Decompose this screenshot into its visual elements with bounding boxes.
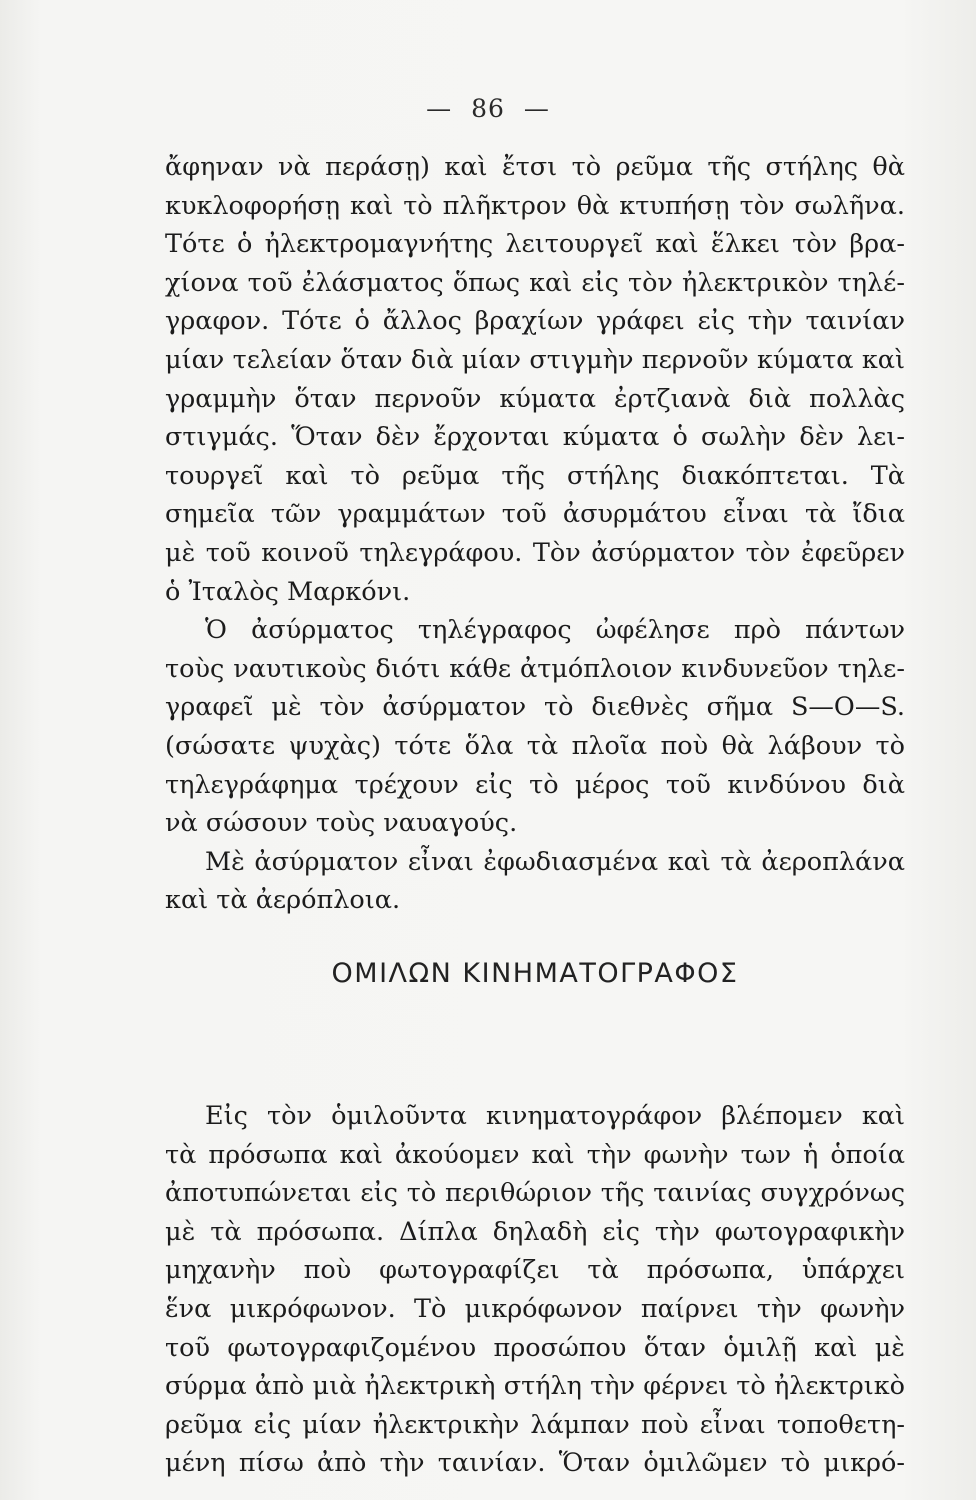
text-line: γραμμὴν ὅταν περνοῦν κύματα ἐρτζιανὰ διὰ πολλὰς bbox=[165, 383, 905, 414]
text-line: μὲ τὰ πρόσωπα. Δίπλα δηλαδὴ εἰς τὴν φωτογραφικὴν bbox=[165, 1216, 905, 1247]
dash-left: — bbox=[426, 94, 453, 123]
text-line: τοῦ φωτογραφιζομένου προσώπου ὅταν ὁμιλῇ καὶ μὲ bbox=[165, 1332, 905, 1363]
page-number: 86 bbox=[471, 94, 505, 123]
text-line: Μὲ ἀσύρματον εἶναι ἐφωδιασμένα καὶ τὰ ἀεροπλάνα bbox=[205, 846, 905, 877]
dash-right: — bbox=[523, 94, 550, 123]
text-line: χίονα τοῦ ἐλάσματος ὅπως καὶ εἰς τὸν ἠλεκτρικὸν τηλέ- bbox=[165, 267, 905, 298]
text-block-bottom bbox=[165, 1097, 905, 1483]
text-line: καὶ τὰ ἀερόπλοια. bbox=[165, 885, 401, 916]
text-line: Ὁ ἀσύρματος τηλέγραφος ὠφέλησε πρὸ πάντων bbox=[205, 615, 905, 646]
text-line: ἕνα μικρόφωνον. Τὸ μικρόφωνον παίρνει τὴν φωνὴν bbox=[165, 1293, 905, 1324]
text-line: σύρμα ἀπὸ μιὰ ἠλεκτρικὴ στήλη τὴν φέρνει τὸ ἠλεκτρικὸ bbox=[165, 1371, 905, 1402]
text-line: γραφον. Τότε ὁ ἄλλος βραχίων γράφει εἰς τὴν ταινίαν bbox=[165, 306, 905, 337]
text-line: ἄφηναν νὰ περάσῃ) καὶ ἔτσι τὸ ρεῦμα τῆς στήλης θὰ bbox=[165, 152, 905, 182]
section-heading: ΟΜΙΛΩΝ ΚΙΝΗΜΑΤΟΓΡΑΦΟΣ bbox=[331, 958, 739, 989]
text-line: τοὺς ναυτικοὺς διότι κάθε ἀτμόπλοιον κινδυνεῦον τηλε- bbox=[165, 653, 905, 684]
text-line: τηλεγράφημα τρέχουν εἰς τὸ μέρος τοῦ κινδύνου διὰ bbox=[165, 769, 905, 800]
text-line: μὲ τοῦ κοινοῦ τηλεγράφου. Τὸν ἀσύρματον τὸν ἐφεῦρεν bbox=[165, 537, 905, 568]
text-line: τουργεῖ καὶ τὸ ρεῦμα τῆς στήλης διακόπτεται. Τὰ bbox=[165, 460, 905, 491]
text-line: μένη πίσω ἀπὸ τὴν ταινίαν. Ὅταν ὁμιλῶμεν τὸ μικρό- bbox=[165, 1448, 905, 1479]
text-line: στιγμάς. Ὅταν δὲν ἔρχονται κύματα ὁ σωλὴν δὲν λει- bbox=[165, 422, 905, 453]
text-line: μίαν τελείαν ὅταν διὰ μίαν στιγμὴν περνοῦν κύματα καὶ bbox=[165, 344, 905, 375]
text-block-top bbox=[165, 148, 905, 920]
text-line: (σώσατε ψυχὰς) τότε ὅλα τὰ πλοῖα ποὺ θὰ λάβουν τὸ bbox=[165, 730, 905, 761]
text-line: μηχανὴν ποὺ φωτογραφίζει τὰ πρόσωπα, ὑπάρχει bbox=[165, 1255, 905, 1286]
text-line: Τότε ὁ ἠλεκτρομαγνήτης λειτουργεῖ καὶ ἕλκει τὸν βρα- bbox=[165, 229, 905, 260]
text-line: σημεῖα τῶν γραμμάτων τοῦ ἀσυρμάτου εἶναι τὰ ἴδια bbox=[165, 499, 905, 530]
text-line: ὁ Ἰταλὸς Μαρκόνι. bbox=[165, 576, 411, 607]
page-number-header bbox=[0, 94, 976, 123]
text-line: γραφεῖ μὲ τὸν ἀσύρματον τὸ διεθνὲς σῆμα S—O—S. bbox=[165, 692, 905, 723]
text-line: ἀποτυπώνεται εἰς τὸ περιθώριον τῆς ταινίας συγχρόνως bbox=[165, 1178, 905, 1209]
text-line: ρεῦμα εἰς μίαν ἠλεκτρικὴν λάμπαν ποὺ εἶναι τοποθετη- bbox=[165, 1409, 905, 1440]
text-line: τὰ πρόσωπα καὶ ἀκούομεν καὶ τὴν φωνὴν των ἡ ὁποία bbox=[165, 1139, 905, 1170]
text-line: νὰ σώσουν τοὺς ναυαγούς. bbox=[165, 808, 518, 839]
text-line: Εἰς τὸν ὁμιλοῦντα κινηματογράφον βλέπομεν καὶ bbox=[205, 1101, 905, 1131]
text-line: κυκλοφορήσῃ καὶ τὸ πλῆκτρον θὰ κτυπήσῃ τὸν σωλῆνα. bbox=[165, 190, 905, 221]
